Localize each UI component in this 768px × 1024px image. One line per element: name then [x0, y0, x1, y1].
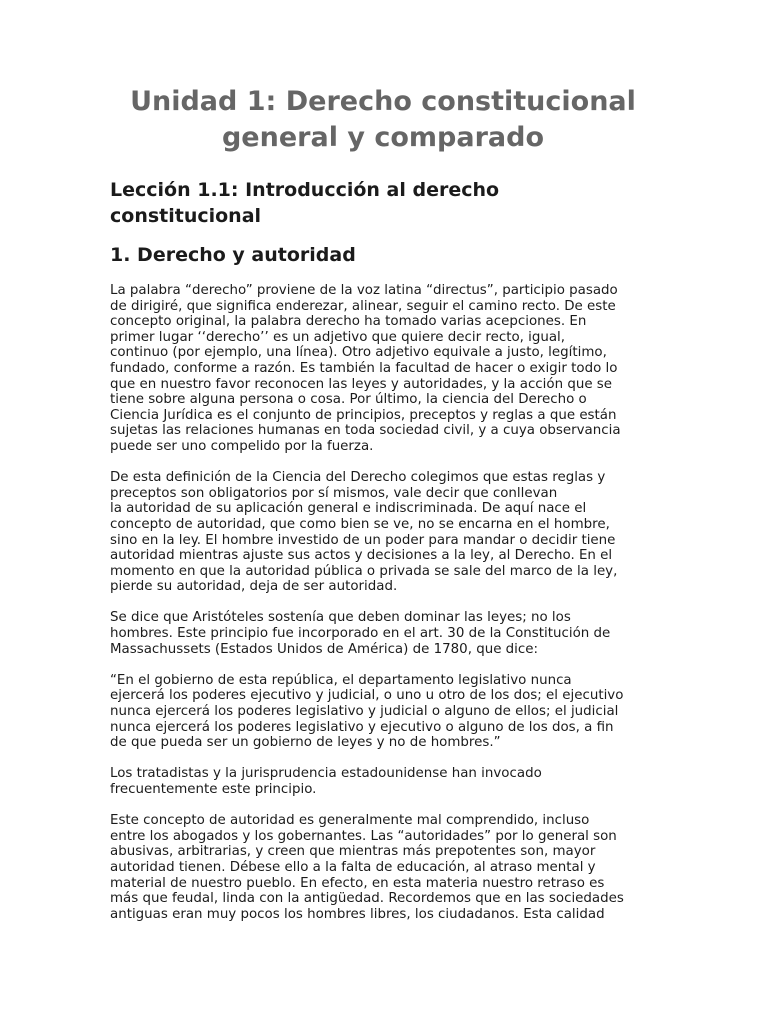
paragraph-5: Los tratadistas y la jurisprudencia estadounidense han invocado frecuentemente este principio. [110, 766, 542, 797]
quote-paragraph: “En el gobierno de esta república, el departamento legislativo nunca ejercerá los poderes ejecutivo y judicial, o uno u otro de los dos; el ejecutivo nunca ejercerá los poderes legislativo y judicial o alguno de ellos; el judicial nunca ejercerá los poderes legislativo y ejecutivo o alguno de los dos, a fin de que pueda ser un gobierno de leyes y no de hombres.” [110, 672, 624, 751]
document-title: Unidad 1: Derecho constitucional general y comparado [130, 86, 636, 153]
paragraph-1: La palabra “derecho” proviene de la voz latina “directus”, participio pasado de dirigiré, que significa enderezar, alinear, seguir el camino recto. De este concepto original, la palabra derecho ha tomado varias acepciones. En primer lugar ‘‘derecho’’ es un adjetivo que quiere decir recto, igual, continuo (por ejemplo, una línea). Otro adjetivo equivale a justo, legítimo, fundado, conforme a razón. Es también la facultad de hacer o exigir todo lo que en nuestro favor reconocen las leyes y autoridades, y la acción que se tiene sobre alguna persona o cosa. Por último, la ciencia del Derecho o Ciencia Jurídica es el conjunto de principios, preceptos y reglas a que están sujetas las relaciones humanas en toda sociedad civil, y a cuya observancia puede ser uno compelido por la fuerza. [110, 283, 621, 454]
document-page [110, 84, 656, 938]
paragraph-3: Se dice que Aristóteles sostenía que deben dominar las leyes; no los hombres. Este principio fue incorporado en el art. 30 de la Constitución de Massachussets (Estados Unidos de América) de 1780, que dice: [110, 610, 611, 657]
lesson-title: Lección 1.1: Introducción al derecho constitucional [110, 179, 500, 227]
paragraph-6: Este concepto de autoridad es generalmente mal comprendido, incluso entre los abogados y los gobernantes. Las “autoridades” por lo general son abusivas, arbitrarias, y creen que mientras más prepotentes son, mayor autoridad tienen. Débese ello a la falta de educación, al atraso mental y material de nuestro pueblo. En efecto, en esta materia nuestro retraso es más que feudal, linda con la antigüedad. Recordemos que en las sociedades antiguas eran muy pocos los hombres libres, los ciudadanos. Esta calidad [110, 813, 624, 922]
paragraph-2: De esta definición de la Ciencia del Derecho colegimos que estas reglas y preceptos son obligatorios por sí mismos, vale decir que conllevan la autoridad de su aplicación general e indiscriminada. De aquí nace el concepto de autoridad, que como bien se ve, no se encarna en el hombre, sino en la ley. El hombre investido de un poder para mandar o decidir tiene autoridad mientras ajuste sus actos y decisiones a la ley, al Derecho. En el momento en que la autoridad pública o privada se sale del marco de la ley, pierde su autoridad, deja de ser autoridad. [110, 470, 618, 595]
section-title: 1. Derecho y autoridad [110, 244, 356, 266]
